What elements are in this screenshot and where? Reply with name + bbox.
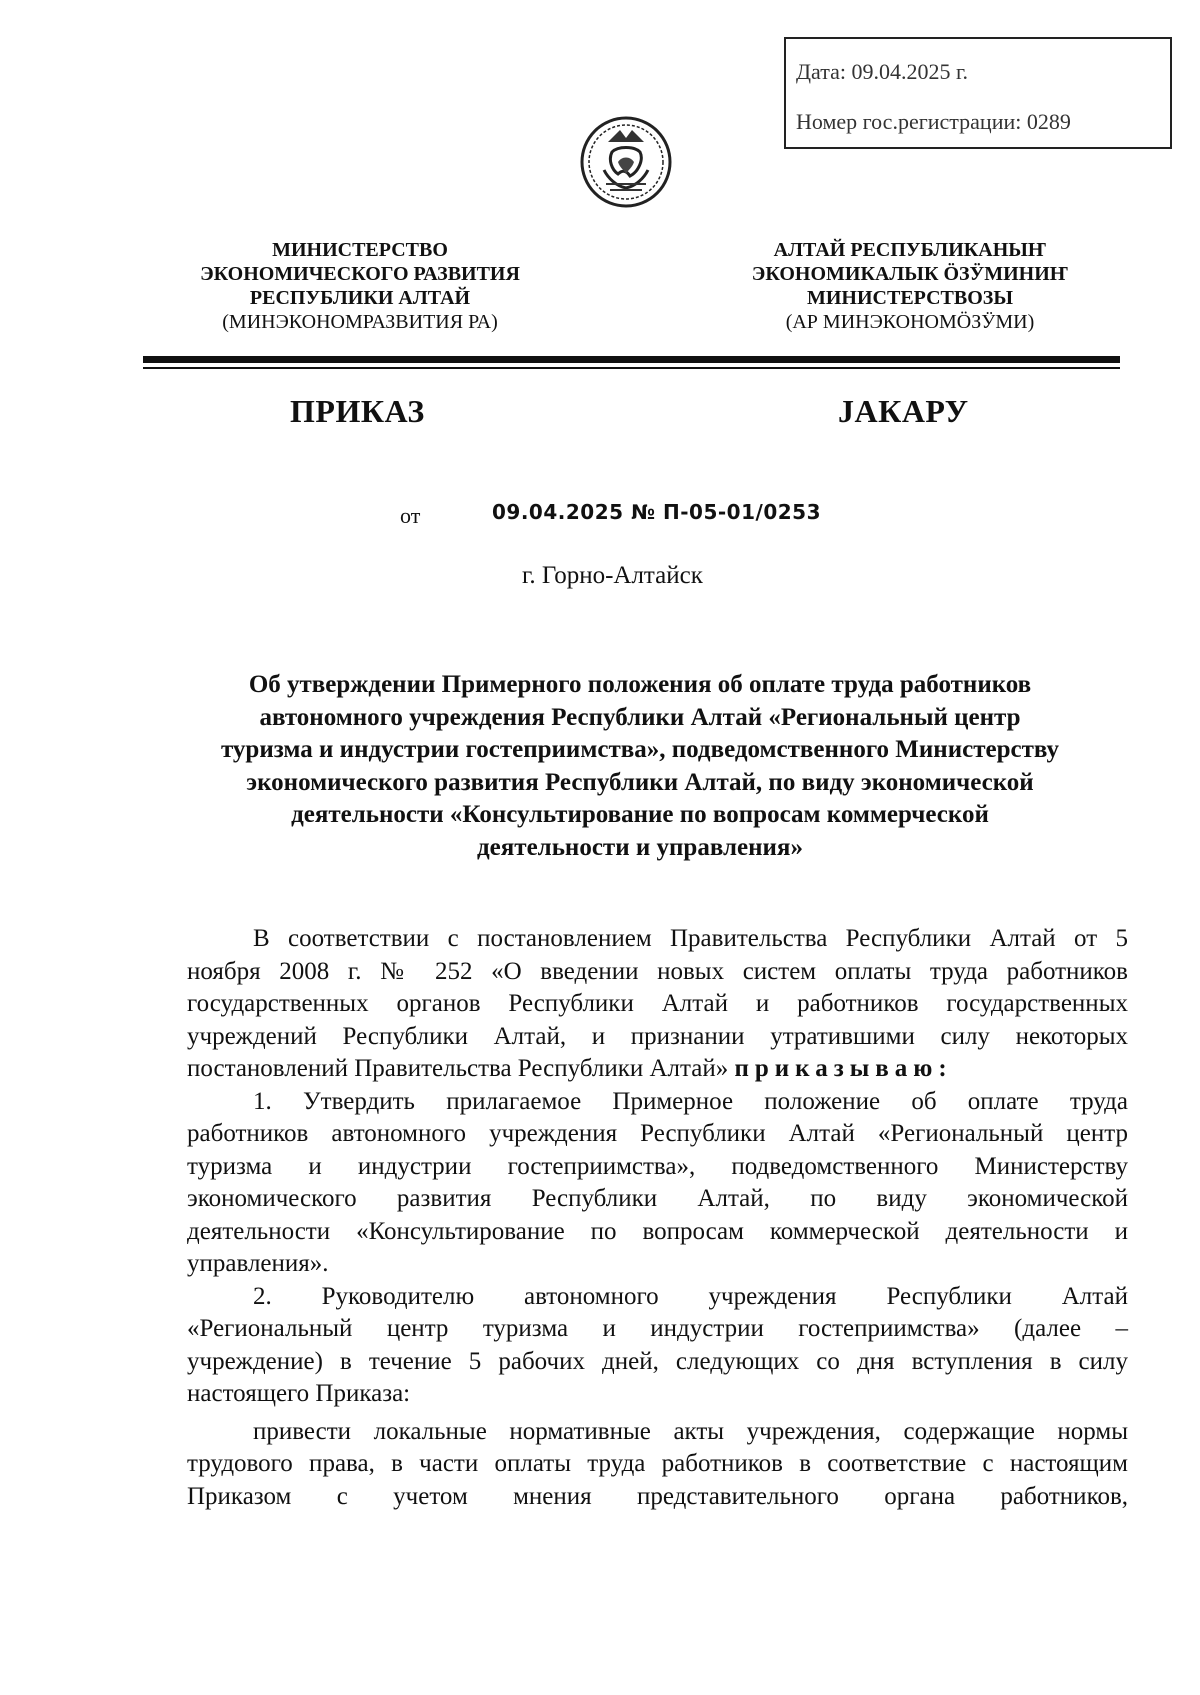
subject-line: автономного учреждения Республики Алтай «Региональный центр — [259, 703, 1021, 731]
body-line: работников автономного учреждения Республики Алтай «Региональный центр — [187, 1120, 1128, 1147]
body-line — [187, 1053, 1128, 1086]
registration-stamp — [784, 37, 1172, 149]
subject-line: деятельности и управления» — [477, 833, 803, 861]
subject-line: туризма и индустрии гостеприимства», подведомственного Министерству — [220, 736, 1060, 763]
body-line: государственных органов Республики Алтай и работников государственных — [187, 990, 1128, 1017]
body-line: экономического развития Республики Алтай, по виду экономической — [187, 1185, 1128, 1212]
order-title-altai: JАКАРУ — [838, 393, 969, 429]
body-line: туризма и индустрии гостеприимства», подведомственного Министерству — [187, 1152, 1128, 1180]
org-left-line4: (МИНЭКОНОМРАЗВИТИЯ РА) — [222, 311, 498, 333]
body-line: учреждений Республики Алтай, и признании утратившими силу некоторых — [187, 1022, 1128, 1050]
org-left-line2: ЭКОНОМИЧЕСКОГО РАЗВИТИЯ — [200, 263, 520, 285]
body-line: настоящего Приказа: — [187, 1380, 411, 1407]
order-body — [187, 923, 1128, 1513]
body-line: учреждение) в течение 5 рабочих дней, следующих со дня вступления в силу — [187, 1347, 1128, 1375]
body-line: привести локальные нормативные акты учреждения, содержащие нормы — [253, 1417, 1128, 1445]
body-line: ноября 2008 г. № 252 «О введении новых систем оплаты труда работников — [187, 957, 1128, 985]
order-subject — [175, 669, 1105, 864]
body-line: трудового права, в части оплаты труда работников в соответствие с настоящим — [187, 1450, 1128, 1477]
body-line: «Региональный центр туризма и индустрии гостеприимства» (далее – — [187, 1315, 1128, 1342]
header-divider-thin — [143, 367, 1120, 369]
ministry-name-altai — [720, 238, 1100, 334]
subject-line: Об утверждении Примерного положения об оплате труда работников — [248, 671, 1032, 698]
org-right-line2: ЭКОНОМИКАЛЫК ÖЗӰМИНИҤ — [751, 263, 1069, 285]
order-number: 09.04.2025 № П-05-01/0253 — [492, 500, 821, 524]
body-line: деятельности «Консультирование по вопросам коммерческой деятельности и — [187, 1217, 1128, 1245]
stamp-date: Дата: 09.04.2025 г. — [796, 59, 969, 84]
org-right-line1: АЛТАЙ РЕСПУБЛИКАНЫҤ — [773, 239, 1047, 261]
org-left-line1: МИНИСТЕРСТВО — [272, 239, 448, 261]
stamp-registration-number: Номер гос.регистрации: 0289 — [796, 109, 1071, 134]
org-right-line3: МИНИСТЕРСТВОЗЫ — [806, 287, 1013, 309]
body-line: управления». — [187, 1250, 329, 1277]
subject-line: экономического развития Республики Алтай, по виду экономической — [246, 768, 1034, 796]
ministry-name-russian — [150, 238, 570, 334]
order-from-label: от — [400, 503, 421, 528]
order-title-russian: ПРИКАЗ — [290, 393, 425, 429]
body-line: 2. Руководителю автономного учреждения Республики Алтай — [253, 1282, 1128, 1310]
org-right-line4: (АР МИНЭКОНОМÖЗӰМИ) — [785, 311, 1035, 333]
body-line-text: постановлений Правительства Республики Алтай» — [187, 1055, 735, 1082]
body-line: В соответствии с постановлением Правительства Республики Алтай от 5 — [253, 925, 1128, 952]
order-keyword: приказываю: — [734, 1055, 953, 1082]
republic-altai-coat-of-arms-icon — [578, 112, 674, 212]
subject-line: деятельности «Консультирование по вопросам коммерческой — [291, 801, 989, 828]
header-divider-thick — [143, 356, 1120, 363]
body-line: 1. Утвердить прилагаемое Примерное положение об оплате труда — [253, 1087, 1128, 1115]
body-line: Приказом с учетом мнения представительного органа работников, — [187, 1482, 1128, 1510]
order-city: г. Горно-Алтайск — [522, 562, 703, 589]
org-left-line3: РЕСПУБЛИКИ АЛТАЙ — [249, 287, 471, 309]
